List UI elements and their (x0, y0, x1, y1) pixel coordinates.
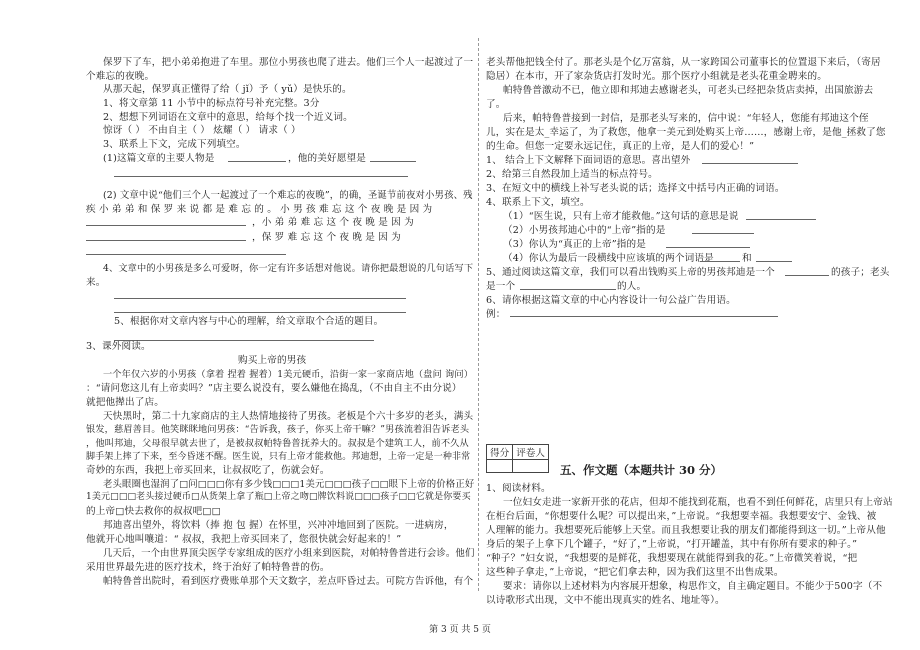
question-3: 3、联系上下文，完成下列填空。 (103, 139, 246, 150)
answer-blank[interactable] (520, 289, 616, 290)
question-5: 5、通过阅读这篇文章，我们可以看出钱购买上帝的男孩邦迪是一个 (486, 267, 775, 278)
text-line: 后来，帕特鲁普接到一封信，是那老头写来的，信中说：“年轻人，您能有邦迪这个侄 (503, 113, 869, 124)
score-label: 得分 (487, 445, 513, 460)
question-5: 5、根据你对文章内容与中心的理解，给文章取个合适的题目。 (114, 316, 384, 327)
sub-question: （3）你认为“真正的上帝”指的是 (503, 239, 647, 250)
example-label: 例： (486, 309, 506, 320)
article-title: 购买上帝的男孩 (238, 355, 307, 366)
question-3: 3、在短文中的横线上补写老头说的话；选择文中括号内正确的词语。 (486, 183, 785, 194)
answer-blank[interactable] (692, 233, 754, 234)
text-line: 邦迪喜出望外，将饮料（捧 抱 包 握）在怀里，兴冲冲地回到了医院。一进病房， (103, 520, 454, 531)
text-line: ：“请问您这儿有上帝卖吗？”店主要么说没有，要么嫌他在捣乱，（不由自主不由分说） (86, 383, 462, 394)
text-line: 从那天起，保罗真正懂得了给（ jǐ）予（ yǔ）是快乐的。 (103, 84, 352, 95)
answer-blank[interactable] (86, 254, 286, 255)
answer-blank[interactable] (700, 261, 740, 262)
text-line: 儿，实在是太_幸运了，为了救您，他拿一美元到处购买上帝……，感谢上帝，是他_拯救了您 (486, 127, 886, 138)
text-line: 保罗下了车，把小弟弟抱进了车里。那位小男孩也爬了进去。他们三个人一起渡过了一 (103, 57, 474, 68)
answer-blank[interactable] (114, 340, 374, 341)
sub-question: （4）你认为最后一段横线中应该填的两个词语是 (503, 253, 714, 264)
text-line: 老头眼圈也湿润了□问□□□你有多少钱□□□1美元□□□孩子□□眼下上帝的价格正好 (103, 479, 475, 490)
text-line: 脚手架上摔了下来，至今昏迷不醒。医生说，只有上帝才能救他。邦迪想，上帝一定是一种非常 (86, 452, 471, 462)
reviewer-cell[interactable] (513, 460, 549, 473)
question-1: 1、将文章第 11 小节中的标点符号补充完整。3分 (103, 98, 320, 109)
question-2: 2、想想下列词语在文章中的意思，给每个找一个近义词。 (103, 112, 353, 123)
text-line: 来。 (86, 277, 106, 288)
sub-question: （2）小男孩邦迪心中的“上帝”指的是 (503, 225, 666, 236)
answer-blank[interactable] (86, 225, 246, 226)
text-line: 隐居）在本市，开了家杂货店打发时光。那个医疗小组就是老头花重金聘来的。 (486, 71, 828, 82)
text-line: ，他叫邦迪，父母很早就去世了，是被叔叔帕特鲁普抚养大的。叔叔是个建筑工人，前不久从 (86, 438, 469, 449)
answer-blank[interactable] (785, 275, 829, 276)
answer-blank[interactable] (228, 161, 286, 162)
answer-blank[interactable] (86, 240, 246, 241)
answer-blank[interactable] (756, 261, 792, 262)
text-line: 帕特鲁普出院时，看到医疗费账单那个天文数字，差点吓昏过去。可院方告诉他，有个 (103, 576, 474, 587)
text-line: 了。 (486, 99, 506, 110)
text-line: ，保 罗 难 忘 这 个 夜 晚 是 因 为 (252, 232, 401, 243)
reviewer-label: 评卷人 (513, 445, 549, 460)
question-6: 6、请你根据这篇文章的中心内容设计一句公益广告用语。 (486, 295, 736, 306)
text-line: (2) 文章中说“他们三个人一起渡过了一个难忘的夜晚”，的确，圣诞节前夜对小男孩、残 (103, 190, 473, 201)
answer-blank[interactable] (702, 163, 798, 164)
section-reading: 3、课外阅读。 (86, 341, 151, 352)
text-line: 在柜台后面，“你想要什么呢？可以提出来，”上帝说。“我想要幸福。我想要安宁、金钱、被 (486, 511, 877, 522)
text-line: 疾 小 弟 弟 和 保 罗 来 说 都 是 难 忘 的 。 小 男 孩 难 忘 这 个 夜 晚 是 因 为 (86, 204, 433, 215)
fill-prompt: (1)这篇文章的主要人物是 (103, 153, 215, 164)
requirement: 要求：请你以上述材料为内容展开想象，构思作文，自主确定题目。不能少于500字（不 (503, 581, 883, 592)
question-4: 4、文章中的小男孩是多么可爱呀，你一定有许多话想对他说。请你把最想说的几句话写下 (103, 263, 474, 274)
text-line: 天快黑时，第二十九家商店的主人热情地接待了男孩。老板是个六十多岁的老头，满头 (103, 411, 474, 422)
text-line: “种子？”妇女说，“我想要的是鲜花，我想要现在就能得到我的花。”上帝微笑着说，“把 (486, 553, 858, 564)
answer-blank[interactable] (370, 161, 416, 162)
text-line: 就把他撵出了店。 (86, 397, 164, 408)
text-line: 老头帮他把钱全付了。那老头是个亿万富翁，从一家跨国公司董事长的位置退下来后，（寄居 (486, 57, 881, 68)
text-line: 他就开心地叫嚷道：“ 叔叔，我把上帝买回来了，您很快就会好起来的！” (86, 534, 402, 545)
text-line: 几天后，一个由世界顶尖医学专家组成的医疗小组来到医院，对帕特鲁普进行会诊。他们 (103, 548, 475, 559)
answer-blank[interactable] (114, 298, 406, 299)
answer-blank[interactable] (114, 176, 408, 177)
score-box (486, 444, 549, 473)
question-4: 4、联系上下文，填空。 (486, 197, 590, 208)
text-line: 奇妙的东西，我把上帝买回来，让叔叔吃了，伤就会好。 (86, 465, 330, 476)
requirement: 以诗歌形式出现，文中不能出现真实的姓名、地址等）。 (486, 595, 725, 606)
text-line: 一个年仅六岁的小男孩（拿着 捏着 握着）1美元硬币，沿街一家一家商店地（盘问 询问） (103, 369, 474, 380)
text-fragment: 的人。 (617, 281, 647, 292)
answer-blank[interactable] (114, 312, 406, 313)
text-line: 这些种子拿走，”上帝说，“把它们拿去种，因为我们这里不出售成果。 (486, 567, 784, 578)
answer-blank[interactable] (510, 316, 778, 317)
synonym-row: 惊讶（ ） 不由自主（ ） 炫耀（ ） 请求（ ） (103, 125, 301, 136)
text-line: 的上帝□快去救你的叔叔吧□□ (86, 506, 221, 517)
text-line: 帕特鲁普激动不已，他立即和邦迪去感谢老头，可老头已经把杂货店卖掉，出国旅游去 (503, 85, 874, 96)
text-line: 人理解的能力。我想要死后能够上天堂。而且我想要让我的朋友们都能得到这一切。”上帝从他 (486, 525, 886, 536)
text-fragment: 的孩子；老头 (831, 267, 890, 278)
page-number: 第 3 页 共 5 页 (429, 625, 491, 635)
sub-question: （1）“医生说，只有上帝才能救他。”这句话的意思是说 (503, 211, 739, 222)
text-line: 的生命。但您一定要永远记住，真正的上帝，是人们的爱心！” (486, 141, 755, 152)
answer-blank[interactable] (666, 247, 750, 248)
column-divider (478, 38, 479, 591)
score-cell[interactable] (487, 460, 513, 473)
text-fragment: 和 (742, 253, 752, 264)
text-line: 身后的架子上拿下几个罐子，“好了，”上帝说，“打开罐盖，其中有你所有要求的种子。” (486, 539, 858, 550)
material-heading: 1、阅读材料。 (486, 483, 551, 494)
text-line: 一位妇女走进一家新开张的花店，但却不能找到花瓶，也看不到任何鲜花，店里只有上帝站 (503, 497, 893, 508)
section-title: 五、作文题（本题共计 30 分） (560, 463, 723, 477)
text-line: 个难忘的夜晚。 (86, 71, 155, 82)
text-line: 银发，慈眉善目。他笑眯眯地问男孩：“告诉我，孩子，你买上帝干嘛？”男孩流着泪告诉老头 (86, 424, 470, 435)
text-fragment: 是一个 (486, 281, 516, 292)
fill-prompt: ，他的美好愿望是 (288, 153, 366, 164)
question-1: 1、 结合上下文解释下面词语的意思。喜出望外 (486, 155, 691, 166)
question-2: 2、给第三自然段加上适当的标点符号。 (486, 169, 658, 180)
text-line: ，小 弟 弟 难 忘 这 个 夜 晚 是 因 为 (252, 217, 414, 228)
text-line: 采用世界最先进的医疗技术，终于治好了帕特鲁普的伤。 (86, 562, 330, 573)
answer-blank[interactable] (746, 219, 816, 220)
text-line: 1美元□□□老头接过硬币□从货架上拿了瓶□上帝之吻□牌饮料说□□□孩子□□它就是你要买 (86, 492, 471, 502)
